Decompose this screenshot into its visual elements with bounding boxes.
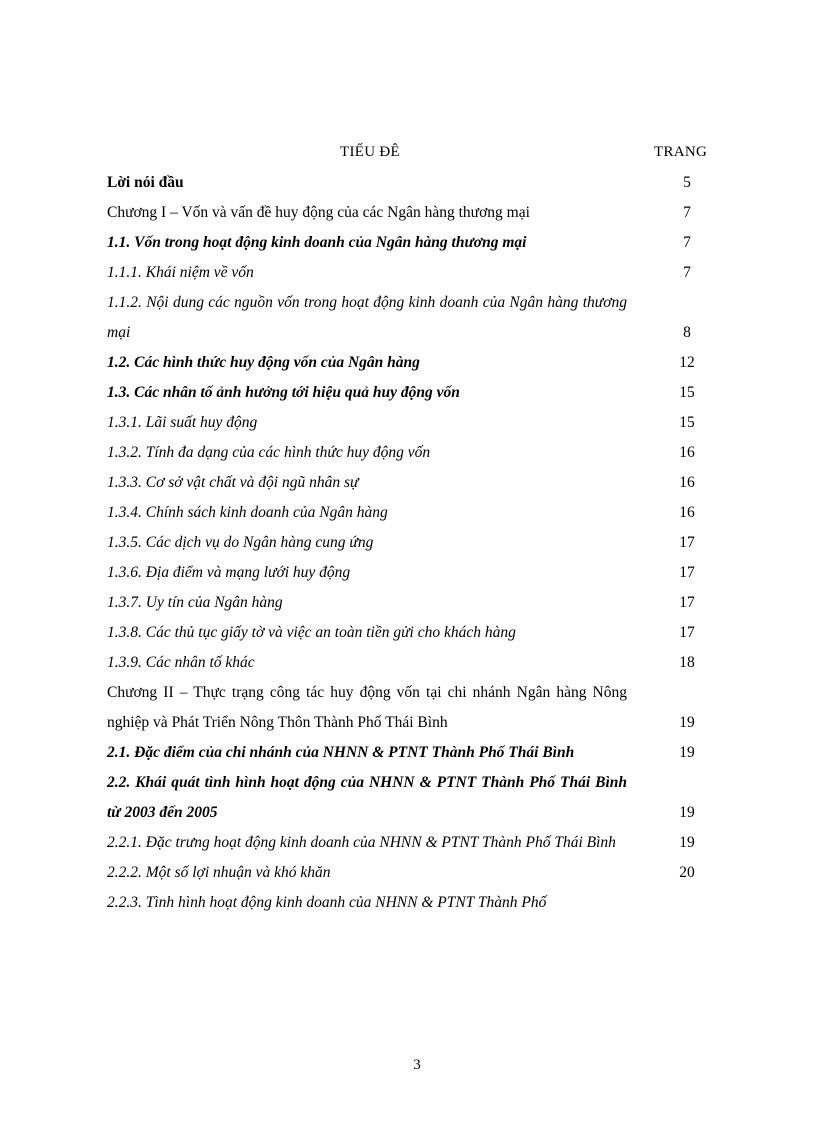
toc-entry <box>107 888 717 918</box>
table-of-contents <box>107 168 717 918</box>
toc-entry-page: 15 <box>679 414 695 431</box>
toc-entry <box>107 768 717 828</box>
toc-entry <box>107 288 717 348</box>
toc-entry-title: Lời nói đầu <box>107 174 184 191</box>
toc-entry <box>107 618 717 648</box>
toc-entry <box>107 198 717 228</box>
toc-entry <box>107 828 717 858</box>
toc-entry-page: 7 <box>683 204 691 221</box>
toc-entry-title: 1.3.4. Chính sách kinh doanh của Ngân hàng <box>107 504 388 521</box>
toc-entry-title: 2.1. Đặc điểm của chi nhánh của NHNN & PTNT Thành Phố Thái Bình <box>107 744 575 761</box>
toc-entry-page: 5 <box>683 174 691 191</box>
toc-header-page: TRANG <box>654 144 708 160</box>
toc-entry-title: 1.3.3. Cơ sở vật chất và đội ngũ nhân sự <box>107 474 359 491</box>
toc-entry-page: 19 <box>679 714 695 731</box>
toc-entry <box>107 528 717 558</box>
toc-entry-page: 19 <box>679 834 695 851</box>
toc-entry-page: 7 <box>683 234 691 251</box>
toc-entry-title: 2.2.2. Một số lợi nhuận và khó khăn <box>107 864 331 881</box>
toc-entry-page: 20 <box>679 864 695 881</box>
toc-entry-title: 1.1.1. Khái niệm về vốn <box>107 264 254 281</box>
toc-entry-title: 1.3.9. Các nhân tố khác <box>107 654 255 671</box>
toc-entry-page: 19 <box>679 804 695 821</box>
toc-header-title: TIẾU ĐÊ <box>340 144 400 160</box>
toc-entry <box>107 168 717 198</box>
toc-entry-page: 19 <box>679 744 695 761</box>
toc-entry-title: 1.2. Các hình thức huy động vốn của Ngân hàng <box>107 354 420 371</box>
toc-entry-title: 1.3.6. Địa điểm và mạng lưới huy động <box>107 564 351 581</box>
toc-entry-title: Chương II – Thực trạng công tác huy động vốn tại chi nhánh Ngân hàng Nông nghiệp và Phát Triển Nông Thôn Thành Phố Thái Bình <box>107 684 627 731</box>
toc-entry-title: 1.3. Các nhân tố ảnh hưởng tới hiệu quả huy động vốn <box>107 384 460 401</box>
toc-entry-page: 17 <box>679 624 695 641</box>
toc-entry-page: 7 <box>683 264 691 281</box>
toc-entry <box>107 858 717 888</box>
toc-entry-title: 2.2.1. Đặc trưng hoạt động kinh doanh của NHNN & PTNT Thành Phố Thái Bình <box>107 834 616 851</box>
toc-entry-title: 1.3.7. Uy tín của Ngân hàng <box>107 594 283 611</box>
toc-entry <box>107 348 717 378</box>
toc-entry-title: 2.2. Khái quát tình hình hoạt động của NHNN & PTNT Thành Phố Thái Bình từ 2003 đến 2005 <box>107 774 627 821</box>
toc-entry-page: 15 <box>679 384 695 401</box>
toc-entry-title: 1.3.2. Tính đa dạng của các hình thức huy động vốn <box>107 444 431 461</box>
toc-entry-page: 16 <box>679 444 695 461</box>
toc-entry-title: 1.1.2. Nội dung các nguồn vốn trong hoạt động kinh doanh của Ngân hàng thương mại <box>107 294 627 341</box>
toc-entry <box>107 408 717 438</box>
toc-entry <box>107 438 717 468</box>
toc-entry-title: 1.3.1. Lãi suất huy động <box>107 414 258 431</box>
toc-entry <box>107 558 717 588</box>
toc-entry <box>107 468 717 498</box>
page-number: 3 <box>413 1057 421 1073</box>
toc-entry <box>107 678 717 738</box>
toc-entry <box>107 588 717 618</box>
toc-entry-title: 1.1. Vốn trong hoạt động kinh doanh của Ngân hàng thương mại <box>107 234 527 251</box>
toc-entry <box>107 228 717 258</box>
toc-entry <box>107 738 717 768</box>
toc-entry-page: 17 <box>679 534 695 551</box>
toc-entry-page: 18 <box>679 654 695 671</box>
toc-entry-page: 17 <box>679 594 695 611</box>
toc-entry-page: 17 <box>679 564 695 581</box>
toc-entry <box>107 648 717 678</box>
toc-entry-title: 1.3.8. Các thủ tục giấy tờ và việc an toàn tiền gửi cho khách hàng <box>107 624 516 641</box>
toc-entry-title: 2.2.3. Tình hình hoạt động kinh doanh của NHNN & PTNT Thành Phố <box>107 894 547 911</box>
toc-entry-page: 16 <box>679 474 695 491</box>
toc-entry-title: Chương I – Vốn và vấn đề huy động của các Ngân hàng thương mại <box>107 204 530 221</box>
toc-entry-page: 12 <box>679 354 695 371</box>
toc-entry <box>107 378 717 408</box>
toc-entry-title: 1.3.5. Các dịch vụ do Ngân hàng cung ứng <box>107 534 374 551</box>
toc-entry-page: 8 <box>683 324 691 341</box>
toc-entry-page: 16 <box>679 504 695 521</box>
toc-entry <box>107 258 717 288</box>
toc-entry <box>107 498 717 528</box>
